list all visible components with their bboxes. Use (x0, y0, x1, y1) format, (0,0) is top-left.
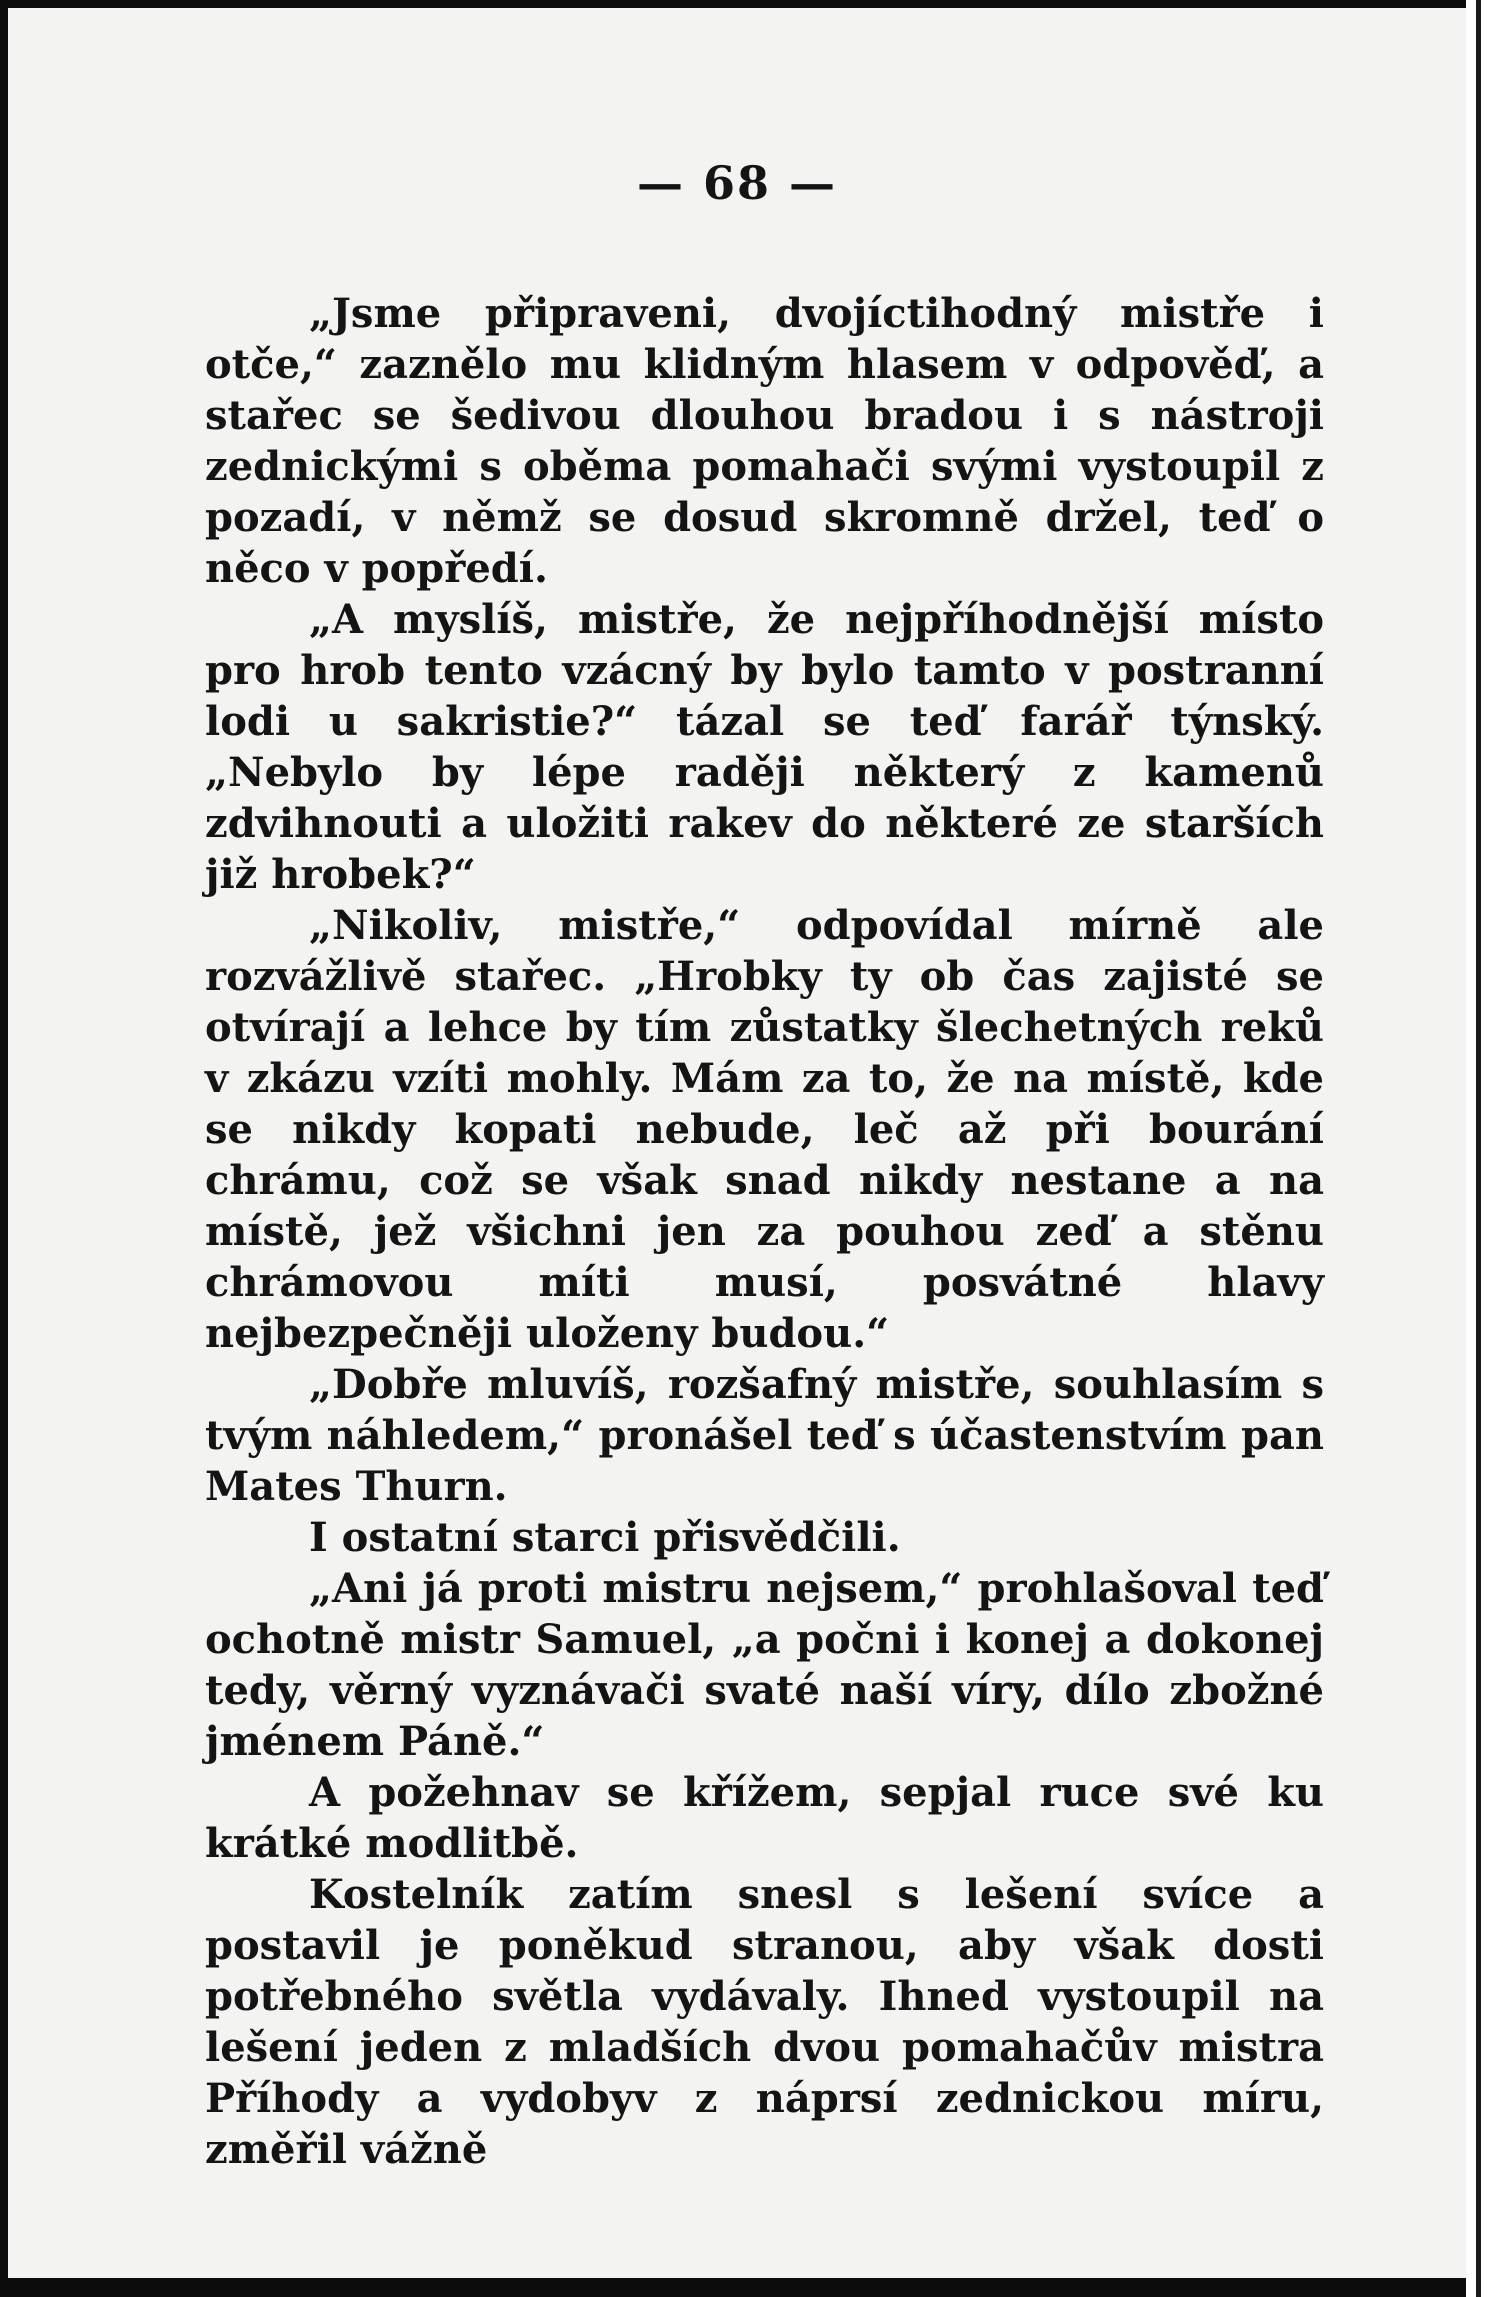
book-page (8, 8, 1466, 2278)
paragraph: I ostatní starci přisvědčili. (309, 1514, 901, 1561)
paragraph: „Nikoliv, mistře,“ odpovídal mírně ale rozvážlivě stařec. „Hrobky ty ob čas zajisté se otvírají a lehce by tím zůstatky šlechetných reků v zkázu vzíti mohly. Mám za to, že na místě, kde se nikdy kopati nebude, leč až při bourání chrámu, což se však snad nikdy nestane a na místě, jež všichni jen za pouhou zeď a stěnu chrámovou míti musí, posvátné hlavy nejbezpečněji uloženy budou.“ (205, 902, 1324, 1357)
body-text (205, 288, 1324, 2175)
paragraph: A požehnav se křížem, sepjal ruce své ku krátké modlitbě. (205, 1769, 1324, 1867)
page-number: — 68 — (636, 156, 838, 210)
paragraph: „Ani já proti mistru nejsem,“ prohlašoval teď ochotně mistr Samuel, „a počni i konej a dokonej tedy, věrný vyznávači svaté naší víry, dílo zbožné jménem Páně.“ (205, 1565, 1324, 1765)
paragraph: „Dobře mluvíš, rozšafný mistře, souhlasím s tvým náhledem,“ pronášel teď s účastenstvím pan Mates Thurn. (205, 1361, 1324, 1510)
paragraph: „A myslíš, mistře, že nejpříhodnější místo pro hrob tento vzácný by bylo tamto v postranní lodi u sakristie?“ tázal se teď farář týnský. „Nebylo by lépe raději některý z kamenů zdvihnouti a uložiti rakev do některé ze starších již hrobek?“ (205, 596, 1324, 898)
page-edge-divider (1466, 0, 1505, 2297)
paragraph: „Jsme připraveni, dvojíctihodný mistře i otče,“ zaznělo mu klidným hlasem v odpověď, a stařec se šedivou dlouhou bradou i s nástroji zednickými s oběma pomahači svými vystoupil z pozadí, v němž se dosud skromně držel, teď o něco v popředí. (205, 290, 1324, 592)
paragraph: Kostelník zatím snesl s lešení svíce a postavil je poněkud stranou, aby však dosti potřebného světla vydávaly. Ihned vystoupil na lešení jeden z mladších dvou pomahačův mistra Příhody a vydobyv z náprsí zednickou míru, změřil vážně (205, 1871, 1324, 2173)
